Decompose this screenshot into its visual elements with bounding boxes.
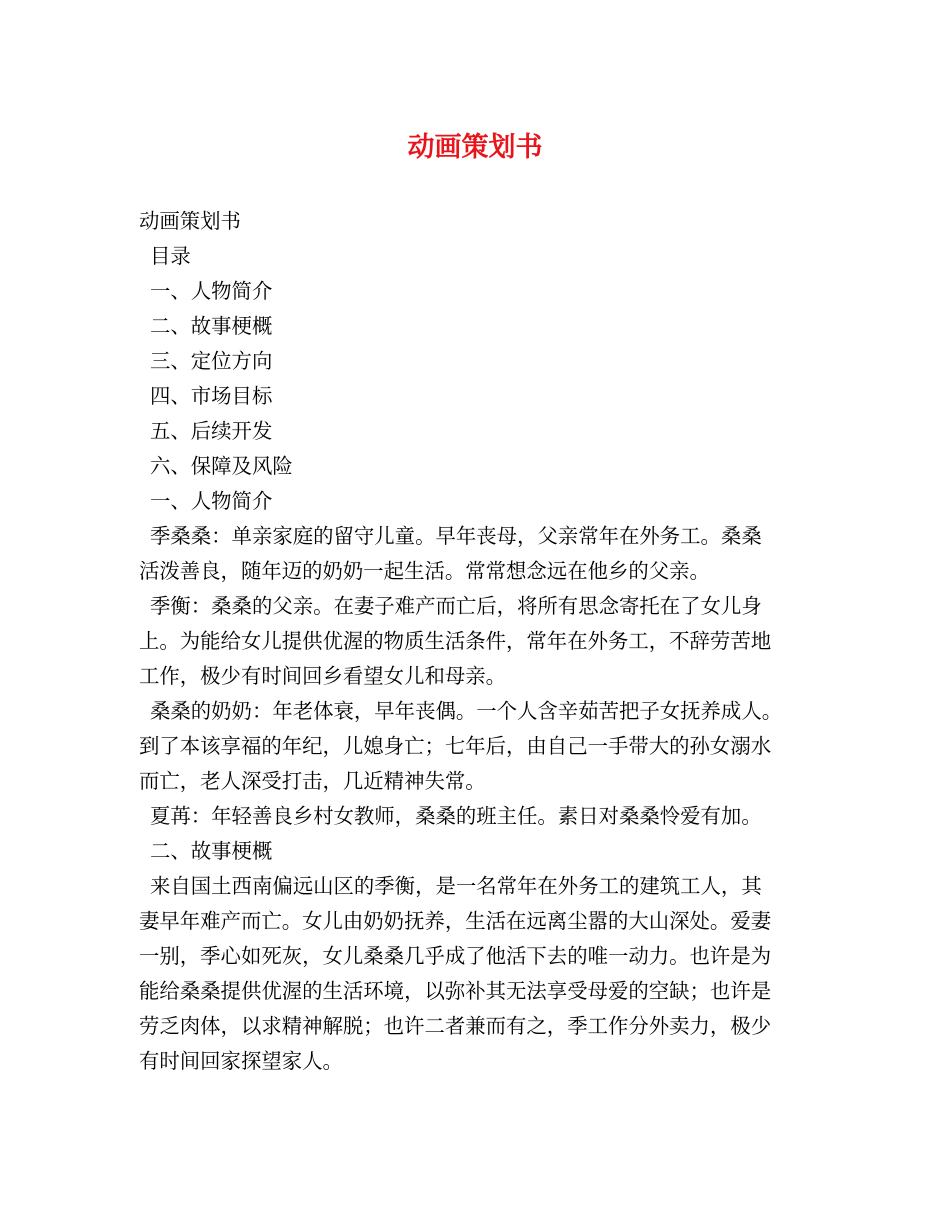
section-heading: 二、故事梗概 [150,839,273,863]
toc-item: 五、后续开发 [150,419,273,443]
document-body [139,204,829,1079]
paragraph-line: 夏苒：年轻善良乡村女教师，桑桑的班主任。素日对桑桑怜爱有加。 [150,804,762,828]
toc-heading: 目录 [150,244,191,268]
toc-item: 六、保障及风险 [150,454,293,478]
paragraph-line: 到了本该享福的年纪，儿媳身亡；七年后，由自己一手带大的孙女溺水 [139,734,772,758]
paragraph-line: 桑桑的奶奶：年老体衰，早年丧偶。一个人含辛茹苦把子女抚养成人。 [150,699,783,723]
paragraph-line: 劳乏肉体，以求精神解脱；也许二者兼而有之，季工作分外卖力，极少 [139,1014,772,1038]
document-title: 动画策划书 [407,132,543,163]
paragraph-line: 有时间回家探望家人。 [139,1049,343,1073]
paragraph-line: 上。为能给女儿提供优渥的物质生活条件，常年在外务工，不辞劳苦地 [139,629,772,653]
doc-heading: 动画策划书 [139,209,241,233]
paragraph-line: 季桑桑：单亲家庭的留守儿童。早年丧母，父亲常年在外务工。桑桑 [150,524,762,548]
paragraph-line: 一别，季心如死灰，女儿桑桑几乎成了他活下去的唯一动力。也许是为 [139,944,772,968]
paragraph-line: 能给桑桑提供优渥的生活环境，以弥补其无法享受母爱的空缺；也许是 [139,979,772,1003]
paragraph-line: 工作，极少有时间回乡看望女儿和母亲。 [139,664,507,688]
paragraph-line: 来自国土西南偏远山区的季衡，是一名常年在外务工的建筑工人，其 [150,874,762,898]
toc-item: 三、定位方向 [150,349,273,373]
paragraph-line: 季衡：桑桑的父亲。在妻子难产而亡后，将所有思念寄托在了女儿身 [150,594,762,618]
paragraph-line: 妻早年难产而亡。女儿由奶奶抚养，生活在远离尘嚣的大山深处。爱妻 [139,909,772,933]
paragraph-line: 活泼善良，随年迈的奶奶一起生活。常常想念远在他乡的父亲。 [139,559,710,583]
section-heading: 一、人物简介 [150,489,273,513]
paragraph-line: 而亡，老人深受打击，几近精神失常。 [139,769,486,793]
toc-item: 四、市场目标 [150,384,273,408]
toc-item: 二、故事梗概 [150,314,273,338]
toc-item: 一、人物简介 [150,279,273,303]
